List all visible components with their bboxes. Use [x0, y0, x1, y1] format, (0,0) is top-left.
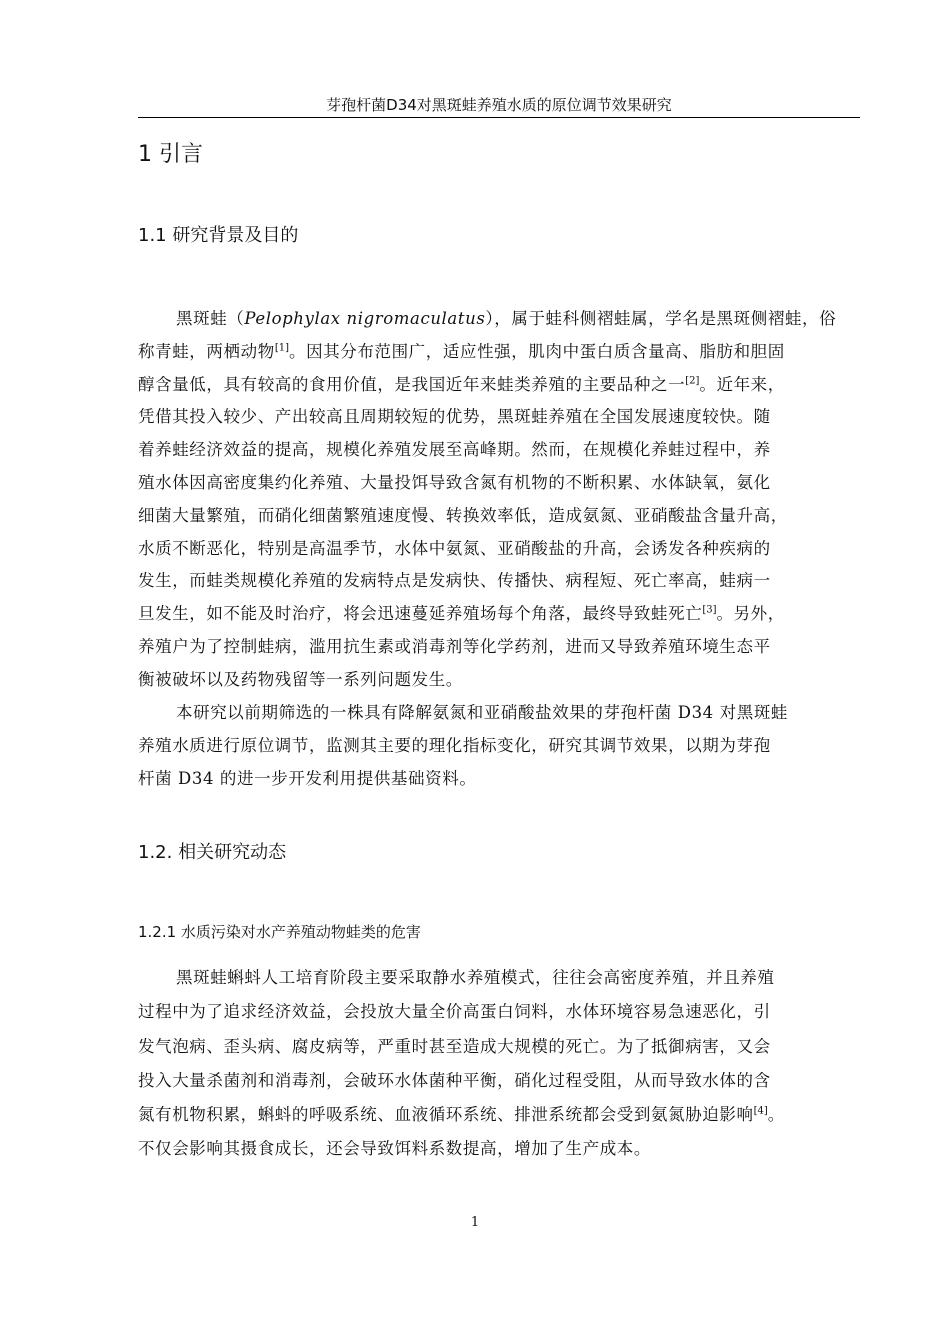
text-line: 养殖水质进行原位调节，监测其主要的理化指标变化，研究其调节效果，以期为芽孢	[138, 735, 771, 755]
chapter-heading: 1 引言	[138, 142, 203, 167]
text-line: 发气泡病、歪头病、腐皮病等，严重时甚至造成大规模的死亡。为了抵御病害，又会	[138, 1036, 771, 1056]
text-line: 杆菌 D34 的进一步开发利用提供基础资料。	[138, 768, 477, 788]
text-line: 发生，而蛙类规模化养殖的发病特点是发病快、传播快、病程短、死亡率高，蛙病一	[138, 571, 771, 591]
paragraph-background-2	[138, 697, 862, 795]
citation: [2]	[685, 375, 700, 387]
citation: [4]	[753, 1105, 768, 1117]
text-line: 过程中为了追求经济效益，会投放大量全价高蛋白饲料，水体环境容易急速恶化，引	[138, 1002, 771, 1022]
text-line: 水质不断恶化，特别是高温季节，水体中氨氮、亚硝酸盐的升高，会诱发各种疾病的	[138, 538, 771, 558]
citation: [3]	[702, 604, 717, 616]
text-line: 着养蛙经济效益的提高，规模化养殖发展至高峰期。然而，在规模化养蛙过程中，养	[138, 440, 771, 460]
text-line: 不仅会影响其摄食成长，还会导致饵料系数提高，增加了生产成本。	[138, 1139, 651, 1159]
paragraph-water-pollution	[138, 961, 862, 1167]
subsection-heading-1-2-1: 1.2.1 水质污染对水产养殖动物蛙类的危害	[138, 923, 421, 941]
text-line: 本研究以前期筛选的一株具有降解氨氮和亚硝酸盐效果的芽孢杆菌 D34 对黑斑蛙	[176, 703, 789, 722]
text-line: 醇含量低，具有较高的食用价值，是我国近年来蛙类养殖的主要品种之一[2]。近年来，	[138, 374, 785, 394]
section-heading-1-1: 1.1 研究背景及目的	[138, 225, 299, 246]
text-line: 黑斑蛙蝌蚪人工培育阶段主要采取静水养殖模式，往往会高密度养殖，并且养殖	[176, 968, 775, 987]
text-line: 旦发生，如不能及时治疗，将会迅速蔓延养殖场每个角落，最终导致蛙死亡[3]。另外，	[138, 604, 785, 624]
text-line: 殖水体因高密度集约化养殖、大量投饵导致含氮有机物的不断积累、水体缺氧，氨化	[138, 472, 771, 492]
citation: [1]	[274, 342, 289, 354]
text-line: 细菌大量繁殖，而硝化细菌繁殖速度慢、转换效率低，造成氨氮、亚硝酸盐含量升高，	[138, 505, 788, 525]
text-line: 氮有机物积累，蝌蚪的呼吸系统、血液循环系统、排泄系统都会受到氨氮胁迫影响[4]。	[138, 1105, 785, 1125]
paragraph-background-1	[138, 303, 862, 697]
text-line: 黑斑蛙（Pelophylax nigromaculatus），属于蛙科侧褶蛙属，学名是黑斑侧褶蛙，俗	[176, 309, 837, 328]
page-number: 1	[470, 1215, 480, 1230]
running-header: 芽孢杆菌D34对黑斑蛙养殖水质的原位调节效果研究	[138, 93, 860, 118]
text-line: 养殖户为了控制蛙病，滥用抗生素或消毒剂等化学药剂，进而又导致养殖环境生态平	[138, 636, 771, 656]
section-heading-1-2: 1.2. 相关研究动态	[138, 842, 287, 863]
text-line: 投入大量杀菌剂和消毒剂，会破环水体菌种平衡，硝化过程受阻，从而导致水体的含	[138, 1070, 771, 1090]
species-name: Pelophylax nigromaculatus	[244, 309, 486, 328]
text-line: 凭借其投入较少、产出较高且周期较短的优势，黑斑蛙养殖在全国发展速度较快。随	[138, 407, 771, 427]
text-line: 衡被破坏以及药物残留等一系列问题发生。	[138, 669, 463, 689]
text-line: 称青蛙，两栖动物[1]。因其分布范围广，适应性强，肌肉中蛋白质含量高、脂肪和胆固	[138, 341, 785, 361]
